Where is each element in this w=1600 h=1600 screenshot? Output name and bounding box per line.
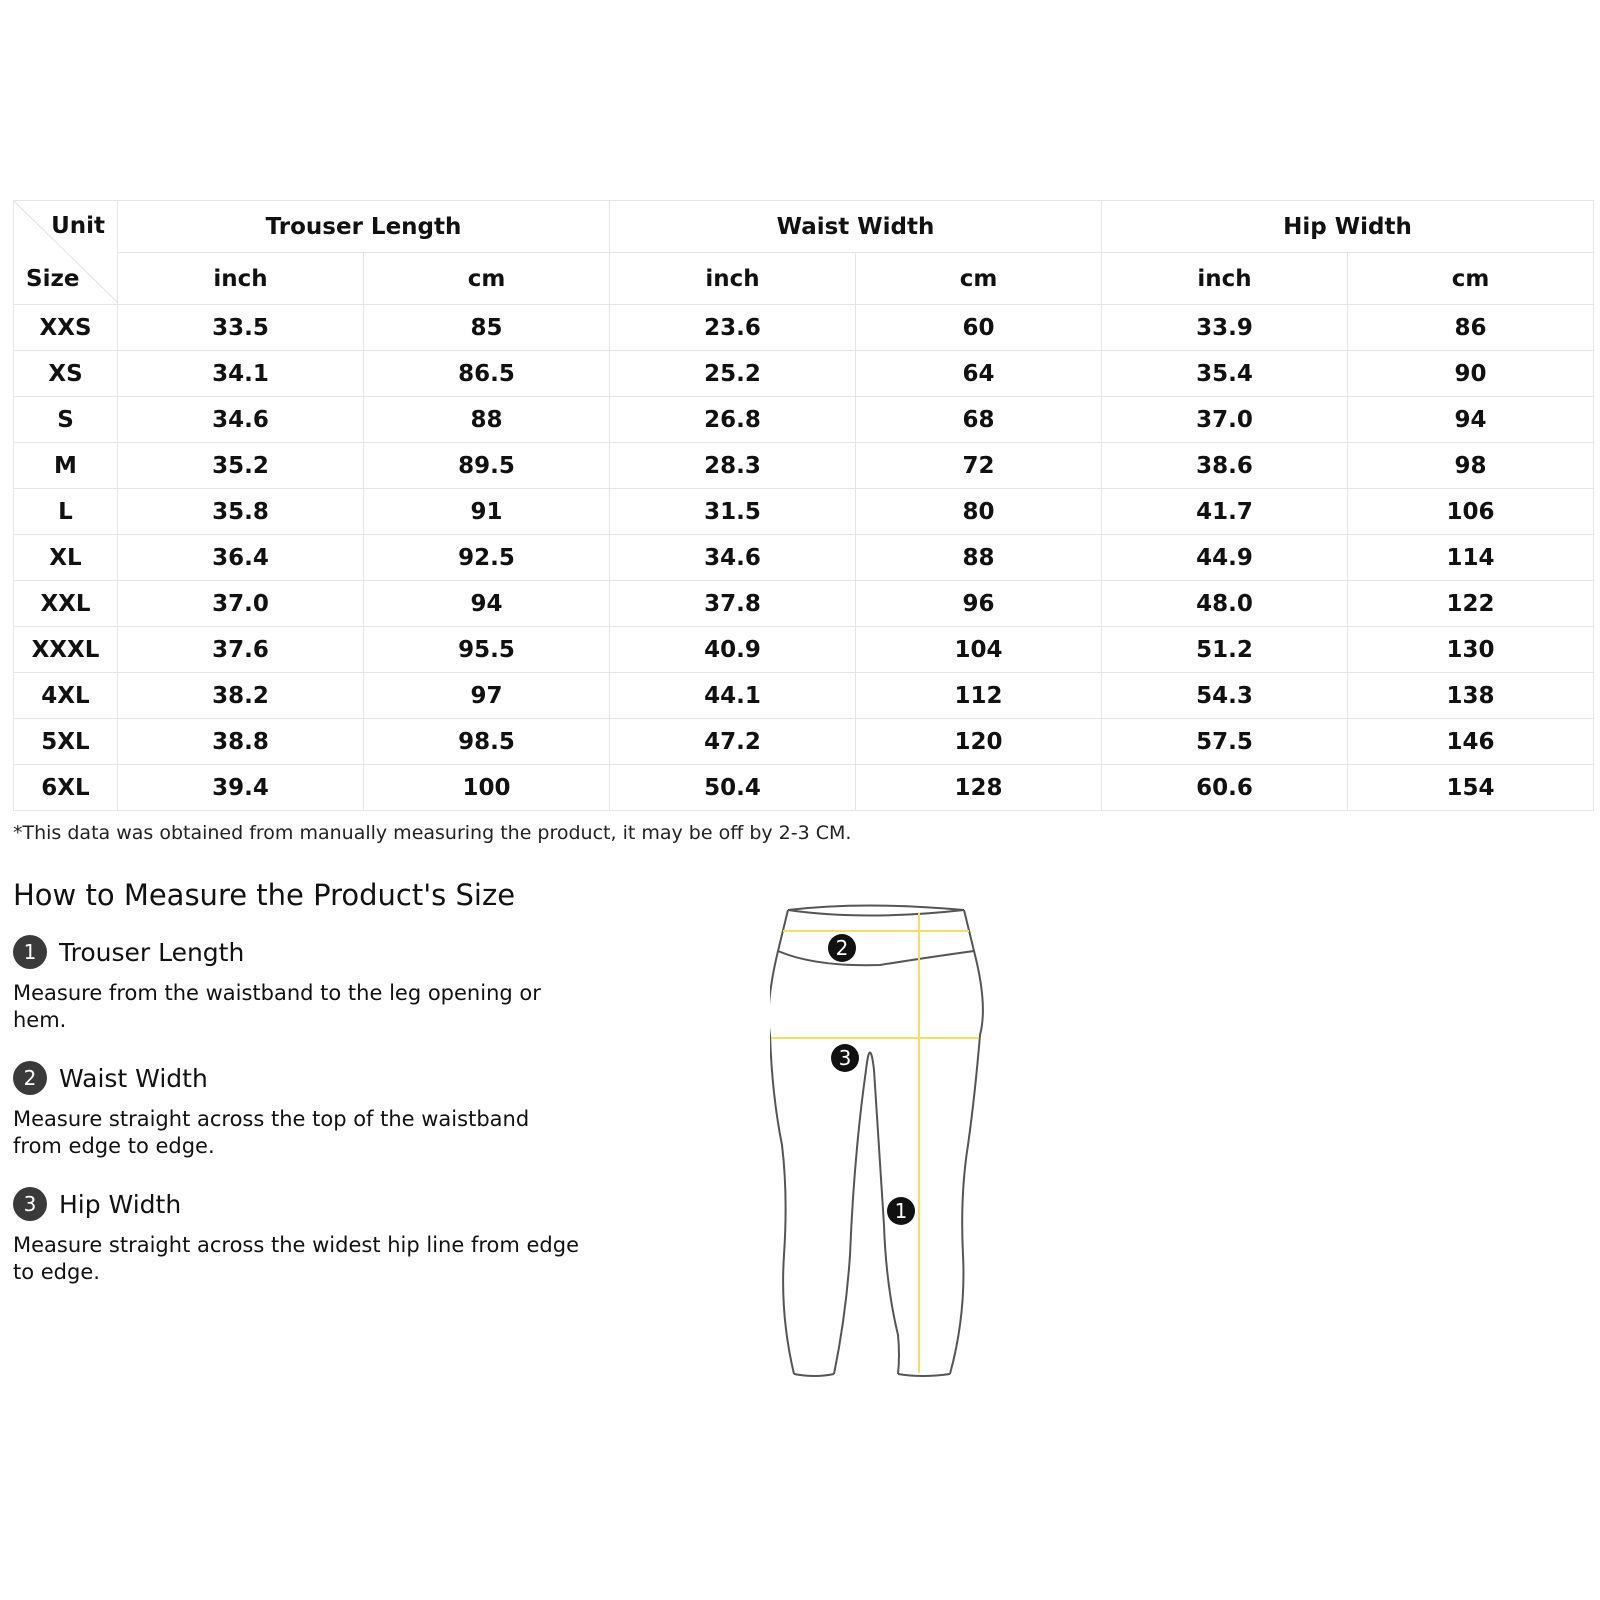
value-cell: 98.5 xyxy=(364,719,610,765)
unit-header: cm xyxy=(1348,253,1594,305)
value-cell: 38.8 xyxy=(118,719,364,765)
value-cell: 128 xyxy=(856,765,1102,811)
value-cell: 100 xyxy=(364,765,610,811)
value-cell: 104 xyxy=(856,627,1102,673)
corner-header xyxy=(14,201,118,305)
value-cell: 28.3 xyxy=(610,443,856,489)
value-cell: 96 xyxy=(856,581,1102,627)
step-title: Waist Width xyxy=(59,1063,208,1093)
value-cell: 138 xyxy=(1348,673,1594,719)
step-number-badge: 3 xyxy=(13,1187,47,1221)
value-cell: 33.9 xyxy=(1102,305,1348,351)
step-hip-width xyxy=(13,1186,583,1286)
step-description: Measure straight across the widest hip line from edge to edge. xyxy=(13,1233,579,1284)
measurement-disclaimer: *This data was obtained from manually measuring the product, it may be off by 2-3 CM. xyxy=(13,822,852,844)
unit-header: cm xyxy=(364,253,610,305)
value-cell: 112 xyxy=(856,673,1102,719)
value-cell: 48.0 xyxy=(1102,581,1348,627)
size-cell: XXL xyxy=(14,581,118,627)
table-group-header-row xyxy=(14,201,1594,253)
step-description: Measure straight across the top of the waistband from edge to edge. xyxy=(13,1107,530,1158)
size-cell: XS xyxy=(14,351,118,397)
table-row xyxy=(14,351,1594,397)
unit-header: inch xyxy=(1102,253,1348,305)
value-cell: 23.6 xyxy=(610,305,856,351)
value-cell: 50.4 xyxy=(610,765,856,811)
value-cell: 114 xyxy=(1348,535,1594,581)
size-cell: 5XL xyxy=(14,719,118,765)
value-cell: 92.5 xyxy=(364,535,610,581)
marker-3-label: 3 xyxy=(838,1046,852,1070)
size-cell: XXXL xyxy=(14,627,118,673)
table-row xyxy=(14,305,1594,351)
value-cell: 35.8 xyxy=(118,489,364,535)
step-trouser-length xyxy=(13,934,583,1034)
group-header-hip-width: Hip Width xyxy=(1102,201,1594,253)
value-cell: 95.5 xyxy=(364,627,610,673)
value-cell: 51.2 xyxy=(1102,627,1348,673)
value-cell: 88 xyxy=(856,535,1102,581)
value-cell: 130 xyxy=(1348,627,1594,673)
value-cell: 25.2 xyxy=(610,351,856,397)
value-cell: 154 xyxy=(1348,765,1594,811)
value-cell: 33.5 xyxy=(118,305,364,351)
value-cell: 68 xyxy=(856,397,1102,443)
value-cell: 35.2 xyxy=(118,443,364,489)
value-cell: 64 xyxy=(856,351,1102,397)
value-cell: 44.9 xyxy=(1102,535,1348,581)
value-cell: 120 xyxy=(856,719,1102,765)
value-cell: 94 xyxy=(364,581,610,627)
value-cell: 72 xyxy=(856,443,1102,489)
value-cell: 35.4 xyxy=(1102,351,1348,397)
measure-lines xyxy=(771,913,979,1373)
table-row xyxy=(14,443,1594,489)
marker-3 xyxy=(831,1044,859,1072)
unit-header: inch xyxy=(118,253,364,305)
table-row xyxy=(14,489,1594,535)
value-cell: 41.7 xyxy=(1102,489,1348,535)
value-cell: 38.6 xyxy=(1102,443,1348,489)
pants-outline xyxy=(770,906,983,1377)
value-cell: 91 xyxy=(364,489,610,535)
value-cell: 34.1 xyxy=(118,351,364,397)
size-cell: XL xyxy=(14,535,118,581)
value-cell: 34.6 xyxy=(610,535,856,581)
unit-header: inch xyxy=(610,253,856,305)
value-cell: 47.2 xyxy=(610,719,856,765)
value-cell: 34.6 xyxy=(118,397,364,443)
value-cell: 94 xyxy=(1348,397,1594,443)
unit-header: cm xyxy=(856,253,1102,305)
step-description: Measure from the waistband to the leg opening or hem. xyxy=(13,981,541,1032)
corner-unit-label: Unit xyxy=(51,213,105,239)
value-cell: 40.9 xyxy=(610,627,856,673)
value-cell: 26.8 xyxy=(610,397,856,443)
value-cell: 97 xyxy=(364,673,610,719)
size-chart-table xyxy=(13,200,1594,811)
marker-2 xyxy=(828,934,856,962)
value-cell: 31.5 xyxy=(610,489,856,535)
value-cell: 37.6 xyxy=(118,627,364,673)
value-cell: 37.0 xyxy=(1102,397,1348,443)
value-cell: 37.0 xyxy=(118,581,364,627)
size-cell: 4XL xyxy=(14,673,118,719)
step-title: Hip Width xyxy=(59,1189,182,1219)
table-row xyxy=(14,765,1594,811)
size-cell: XXS xyxy=(14,305,118,351)
how-to-measure-title: How to Measure the Product's Size xyxy=(13,878,516,912)
value-cell: 39.4 xyxy=(118,765,364,811)
value-cell: 54.3 xyxy=(1102,673,1348,719)
table-row xyxy=(14,535,1594,581)
value-cell: 106 xyxy=(1348,489,1594,535)
table-row xyxy=(14,719,1594,765)
value-cell: 88 xyxy=(364,397,610,443)
table-row xyxy=(14,397,1594,443)
value-cell: 122 xyxy=(1348,581,1594,627)
value-cell: 90 xyxy=(1348,351,1594,397)
size-cell: S xyxy=(14,397,118,443)
value-cell: 60.6 xyxy=(1102,765,1348,811)
table-unit-header-row xyxy=(14,253,1594,305)
table-row xyxy=(14,627,1594,673)
step-number-badge: 2 xyxy=(13,1061,47,1095)
value-cell: 36.4 xyxy=(118,535,364,581)
size-cell: L xyxy=(14,489,118,535)
group-header-waist-width: Waist Width xyxy=(610,201,1102,253)
value-cell: 85 xyxy=(364,305,610,351)
table-row xyxy=(14,581,1594,627)
value-cell: 98 xyxy=(1348,443,1594,489)
value-cell: 57.5 xyxy=(1102,719,1348,765)
value-cell: 80 xyxy=(856,489,1102,535)
marker-1 xyxy=(887,1197,915,1225)
pants-measurement-diagram xyxy=(770,895,990,1385)
value-cell: 86.5 xyxy=(364,351,610,397)
table-row xyxy=(14,673,1594,719)
value-cell: 38.2 xyxy=(118,673,364,719)
step-title: Trouser Length xyxy=(59,937,245,967)
value-cell: 60 xyxy=(856,305,1102,351)
marker-2-label: 2 xyxy=(835,936,849,960)
group-header-trouser-length: Trouser Length xyxy=(118,201,610,253)
value-cell: 146 xyxy=(1348,719,1594,765)
size-cell: M xyxy=(14,443,118,489)
corner-size-label: Size xyxy=(26,266,80,292)
marker-1-label: 1 xyxy=(894,1199,908,1223)
value-cell: 89.5 xyxy=(364,443,610,489)
value-cell: 44.1 xyxy=(610,673,856,719)
value-cell: 86 xyxy=(1348,305,1594,351)
value-cell: 37.8 xyxy=(610,581,856,627)
step-waist-width xyxy=(13,1060,583,1160)
size-cell: 6XL xyxy=(14,765,118,811)
step-number-badge: 1 xyxy=(13,935,47,969)
